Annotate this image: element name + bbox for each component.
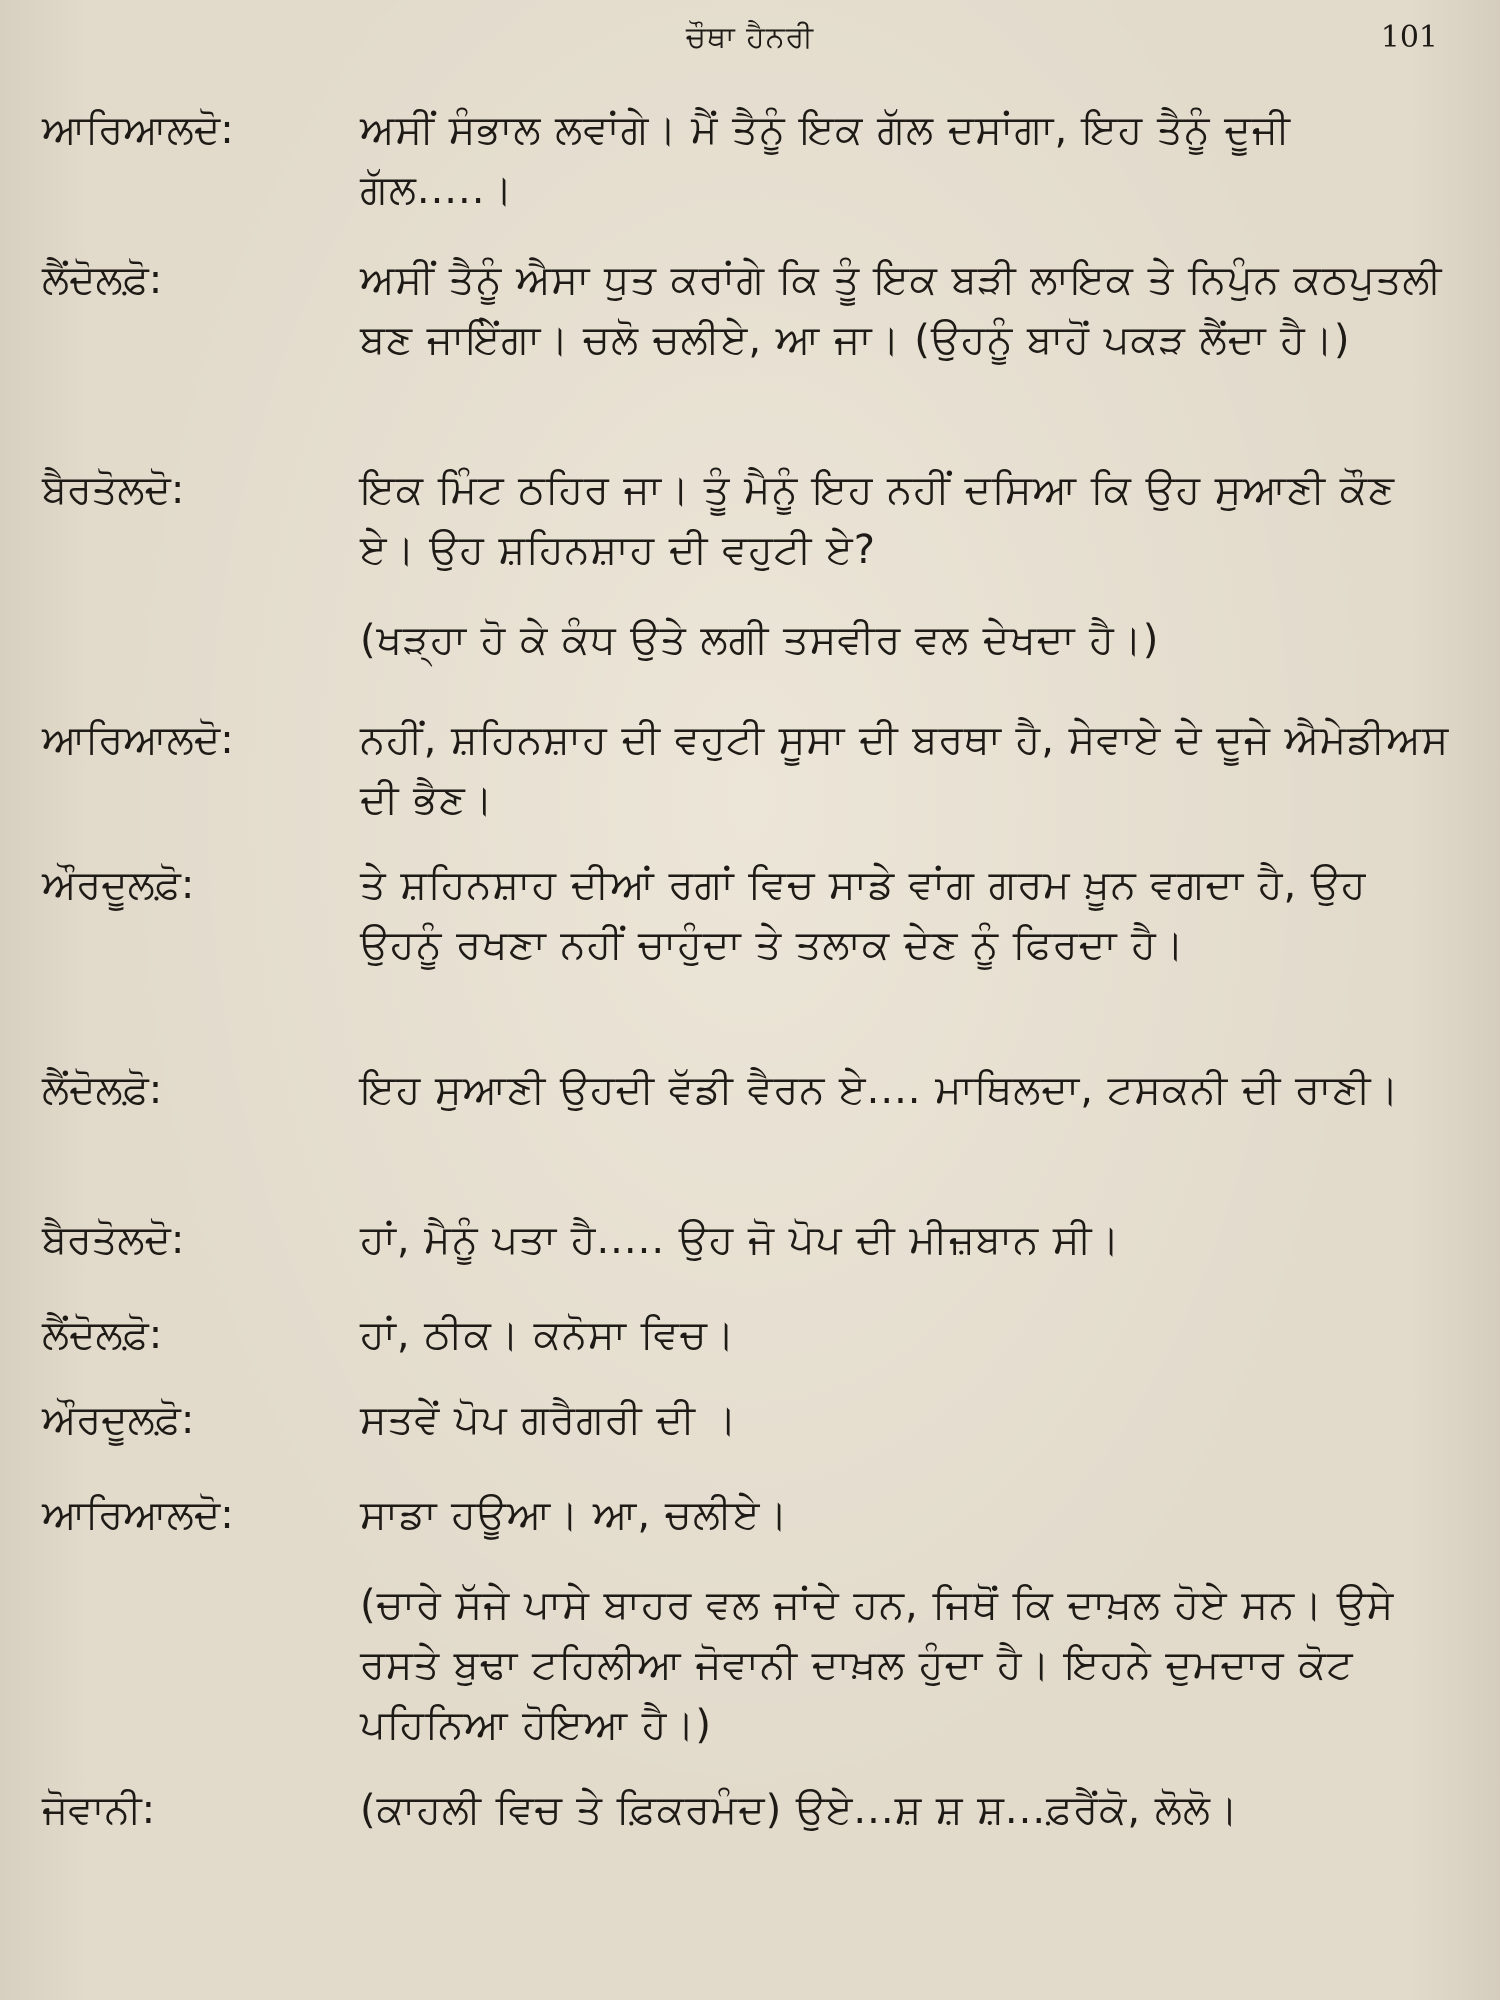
speaker-name: ਲੈਂਦੋਲਫ਼ੋ: — [42, 1067, 163, 1113]
dialogue-line: (ਕਾਹਲੀ ਵਿਚ ਤੇ ਫ਼ਿਕਰਮੰਦ) ਉਏ...ਸ਼ ਸ਼ ਸ਼...ਫ਼ਰੈਂਕੋ, ਲੋਲੋ। — [360, 1787, 1239, 1833]
dialogue-line: ਤੇ ਸ਼ਹਿਨਸ਼ਾਹ ਦੀਆਂ ਰਗਾਂ ਵਿਚ ਸਾਡੇ ਵਾਂਗ ਗਰਮ ਖ਼ੂਨ ਵਗਦਾ ਹੈ, ਉਹ ਉਹਨੂੰ ਰਖਣਾ ਨਹੀਂ ਚਾਹੁੰਦਾ ਤੇ ਤਲਾਕ ਦੇਣ ਨੂੰ ਫਿਰਦਾ ਹੈ। — [360, 862, 1367, 968]
speaker-name: ਔਰਦੂਲਫ਼ੋ: — [42, 862, 195, 908]
dialogue-line: ਸਾਡਾ ਹਊਆ। ਆ, ਚਲੀਏ। — [360, 1492, 789, 1538]
speaker-name: ਔਰਦੂਲਫ਼ੋ: — [42, 1397, 195, 1443]
page-number: 101 — [1380, 20, 1438, 55]
running-head — [0, 20, 1500, 70]
dialogue-line: ਇਹ ਸੁਆਣੀ ਉਹਦੀ ਵੱਡੀ ਵੈਰਨ ਏ.... ਮਾਥਿਲਦਾ, ਟਸਕਨੀ ਦੀ ਰਾਣੀ। — [360, 1067, 1400, 1113]
dialogue-line: ਸਤਵੇਂ ਪੋਪ ਗਰੈਗਰੀ ਦੀ । — [360, 1397, 738, 1443]
dialogue-line: ਇਕ ਮਿੰਟ ਠਹਿਰ ਜਾ। ਤੂੰ ਮੈਨੂੰ ਇਹ ਨਹੀਂ ਦਸਿਆ ਕਿ ਉਹ ਸੁਆਣੀ ਕੌਣ ਏ। ਉਹ ਸ਼ਹਿਨਸ਼ਾਹ ਦੀ ਵਹੁਟੀ ਏ? — [360, 467, 1396, 573]
speaker-name: ਲੈਂਦੋਲਫ਼ੋ: — [42, 1312, 163, 1358]
speaker-name: ਆਰਿਆਲਦੋ: — [42, 1492, 234, 1538]
running-title: ਚੌਥਾ ਹੈਨਰੀ — [685, 20, 815, 55]
speaker-name: ਆਰਿਆਲਦੋ: — [42, 107, 234, 153]
speaker-name: ਲੈਂਦੋਲਫ਼ੋ: — [42, 257, 163, 303]
dialogue-line: ਨਹੀਂ, ਸ਼ਹਿਨਸ਼ਾਹ ਦੀ ਵਹੁਟੀ ਸੂਸਾ ਦੀ ਬਰਥਾ ਹੈ, ਸੇਵਾਏ ਦੇ ਦੂਜੇ ਐਮੇਡੀਅਸ ਦੀ ਭੈਣ। — [360, 717, 1450, 823]
dialogue-line: ਅਸੀਂ ਸੰਭਾਲ ਲਵਾਂਗੇ। ਮੈਂ ਤੈਨੂੰ ਇਕ ਗੱਲ ਦਸਾਂਗਾ, ਇਹ ਤੈਨੂੰ ਦੂਜੀ ਗੱਲ.....। — [360, 107, 1291, 213]
speaker-name: ਬੈਰਤੋਲਦੋ: — [42, 467, 185, 513]
dialogue-line: ਅਸੀਂ ਤੈਨੂੰ ਐਸਾ ਧੁਤ ਕਰਾਂਗੇ ਕਿ ਤੂੰ ਇਕ ਬੜੀ ਲਾਇਕ ਤੇ ਨਿਪੁੰਨ ਕਠਪੁਤਲੀ ਬਣ ਜਾਇੇਂਗਾ। ਚਲੋ ਚਲੀਏ, ਆ ਜਾ। (ਉਹਨੂੰ ਬਾਹੋਂ ਪਕੜ ਲੈਂਦਾ ਹੈ।) — [360, 257, 1443, 363]
speaker-name: ਬੈਰਤੋਲਦੋ: — [42, 1217, 185, 1263]
dialogue-line: ਹਾਂ, ਠੀਕ। ਕਨੋਸਾ ਵਿਚ। — [360, 1312, 736, 1358]
stage-direction: (ਚਾਰੇ ਸੱਜੇ ਪਾਸੇ ਬਾਹਰ ਵਲ ਜਾਂਦੇ ਹਨ, ਜਿਥੋਂ ਕਿ ਦਾਖ਼ਲ ਹੋਏ ਸਨ। ਉਸੇ ਰਸਤੇ ਬੁਢਾ ਟਹਿਲੀਆ ਜੋਵਾਨੀ ਦਾਖ਼ਲ ਹੁੰਦਾ ਹੈ। ਇਹਨੇ ਦੁਮਦਾਰ ਕੋਟ ਪਹਿਨਿਆ ਹੋਇਆ ਹੈ।) — [360, 1582, 1395, 1748]
speaker-name: ਜੋਵਾਨੀ: — [42, 1787, 156, 1833]
speaker-name: ਆਰਿਆਲਦੋ: — [42, 717, 234, 763]
stage-direction: (ਖੜ੍ਹਾ ਹੋ ਕੇ ਕੰਧ ਉਤੇ ਲਗੀ ਤਸਵੀਰ ਵਲ ਦੇਖਦਾ ਹੈ।) — [360, 617, 1160, 663]
dialogue-line: ਹਾਂ, ਮੈਨੂੰ ਪਤਾ ਹੈ..... ਉਹ ਜੋ ਪੋਪ ਦੀ ਮੀਜ਼ਬਾਨ ਸੀ। — [360, 1217, 1121, 1263]
